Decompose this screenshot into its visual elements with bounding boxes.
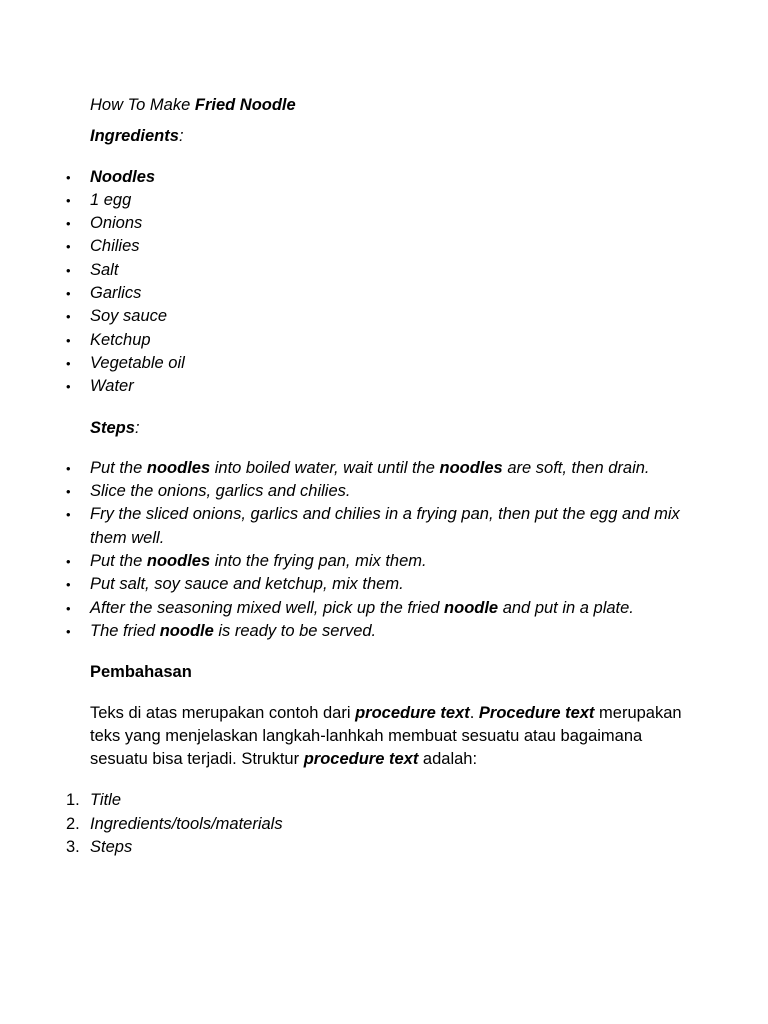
title-main: Fried Noodle [194, 96, 296, 114]
list-item [66, 813, 690, 836]
list-number: 2. [66, 814, 80, 833]
step-text: Put the [90, 552, 143, 571]
step-text: Slice the onions, garlics and chilies. [90, 482, 351, 501]
steps-heading-colon: : [134, 418, 140, 437]
list-item [90, 235, 690, 258]
steps-list [90, 457, 690, 643]
ingredient-text: Ketchup [90, 330, 151, 349]
discussion-heading: Pembahasan [90, 663, 192, 682]
structure-list [66, 789, 690, 859]
step-text: into boiled water, wait until the [214, 458, 435, 477]
list-item [90, 375, 690, 398]
list-item [90, 166, 690, 189]
discussion-text: merupakan teks yang menjelaskan langkah-lanhkah membuat sesuatu atau bagaimana sesuatu bisa terjadi. Struktur [90, 703, 682, 769]
step-text: Put the [90, 458, 143, 477]
discussion-term: procedure text [303, 750, 419, 769]
list-item [90, 620, 690, 643]
list-item [66, 789, 690, 812]
list-item [90, 189, 690, 212]
step-text: into the frying pan, mix them. [214, 552, 427, 571]
step-text: The fried [90, 621, 156, 640]
discussion-text: . [469, 703, 475, 722]
list-number: 3. [66, 838, 80, 857]
steps-heading [90, 417, 690, 440]
ingredient-text: Onions [90, 214, 143, 233]
step-text: and put in a plate. [502, 598, 634, 617]
title-prefix: How To Make [90, 96, 191, 114]
document-content [66, 94, 690, 859]
list-item [90, 503, 690, 550]
step-text: Fry the sliced onions, garlics and chilies in a frying pan, then put the egg and mix them well. [90, 505, 680, 547]
ingredients-heading-colon: : [178, 127, 184, 146]
document-title [90, 94, 690, 117]
list-item [90, 550, 690, 573]
step-keyword: noodle [159, 621, 214, 640]
structure-text: Title [90, 791, 122, 810]
structure-text: Steps [90, 838, 133, 857]
step-keyword: noodles [146, 552, 211, 571]
list-item [90, 457, 690, 480]
list-item [90, 212, 690, 235]
step-keyword: noodle [444, 598, 499, 617]
ingredients-list [90, 166, 690, 399]
discussion-paragraph [90, 702, 690, 772]
list-item [90, 329, 690, 352]
ingredient-text: Water [90, 377, 134, 396]
step-keyword: noodles [439, 458, 503, 477]
list-item [90, 597, 690, 620]
step-text: After the seasoning mixed well, pick up the fried [90, 598, 440, 617]
ingredient-text: Noodles [90, 167, 156, 186]
ingredient-text: Garlics [90, 284, 142, 303]
step-text: Put salt, soy sauce and ketchup, mix them. [90, 575, 404, 594]
structure-text: Ingredients/tools/materials [90, 814, 283, 833]
list-item [90, 305, 690, 328]
ingredients-heading [90, 125, 690, 148]
ingredient-text: Soy sauce [90, 307, 168, 326]
list-item [90, 573, 690, 596]
ingredient-text: Vegetable oil [90, 353, 185, 372]
list-item [66, 836, 690, 859]
ingredient-text: Chilies [90, 237, 140, 256]
discussion-text: adalah: [422, 750, 478, 769]
ingredient-text: 1 egg [90, 190, 132, 209]
discussion-term: Procedure text [478, 703, 595, 722]
step-keyword: noodles [146, 458, 211, 477]
list-item [90, 480, 690, 503]
discussion-term: procedure text [355, 703, 470, 722]
step-text: is ready to be served. [218, 621, 377, 640]
ingredients-heading-label: Ingredients [90, 127, 179, 146]
list-item [90, 352, 690, 375]
list-item [90, 259, 690, 282]
ingredient-text: Salt [90, 260, 119, 279]
list-item [90, 282, 690, 305]
list-number: 1. [66, 791, 80, 810]
discussion-text: Teks di atas merupakan contoh dari [90, 703, 351, 722]
steps-heading-label: Steps [90, 418, 135, 437]
step-text: are soft, then drain. [507, 458, 650, 477]
